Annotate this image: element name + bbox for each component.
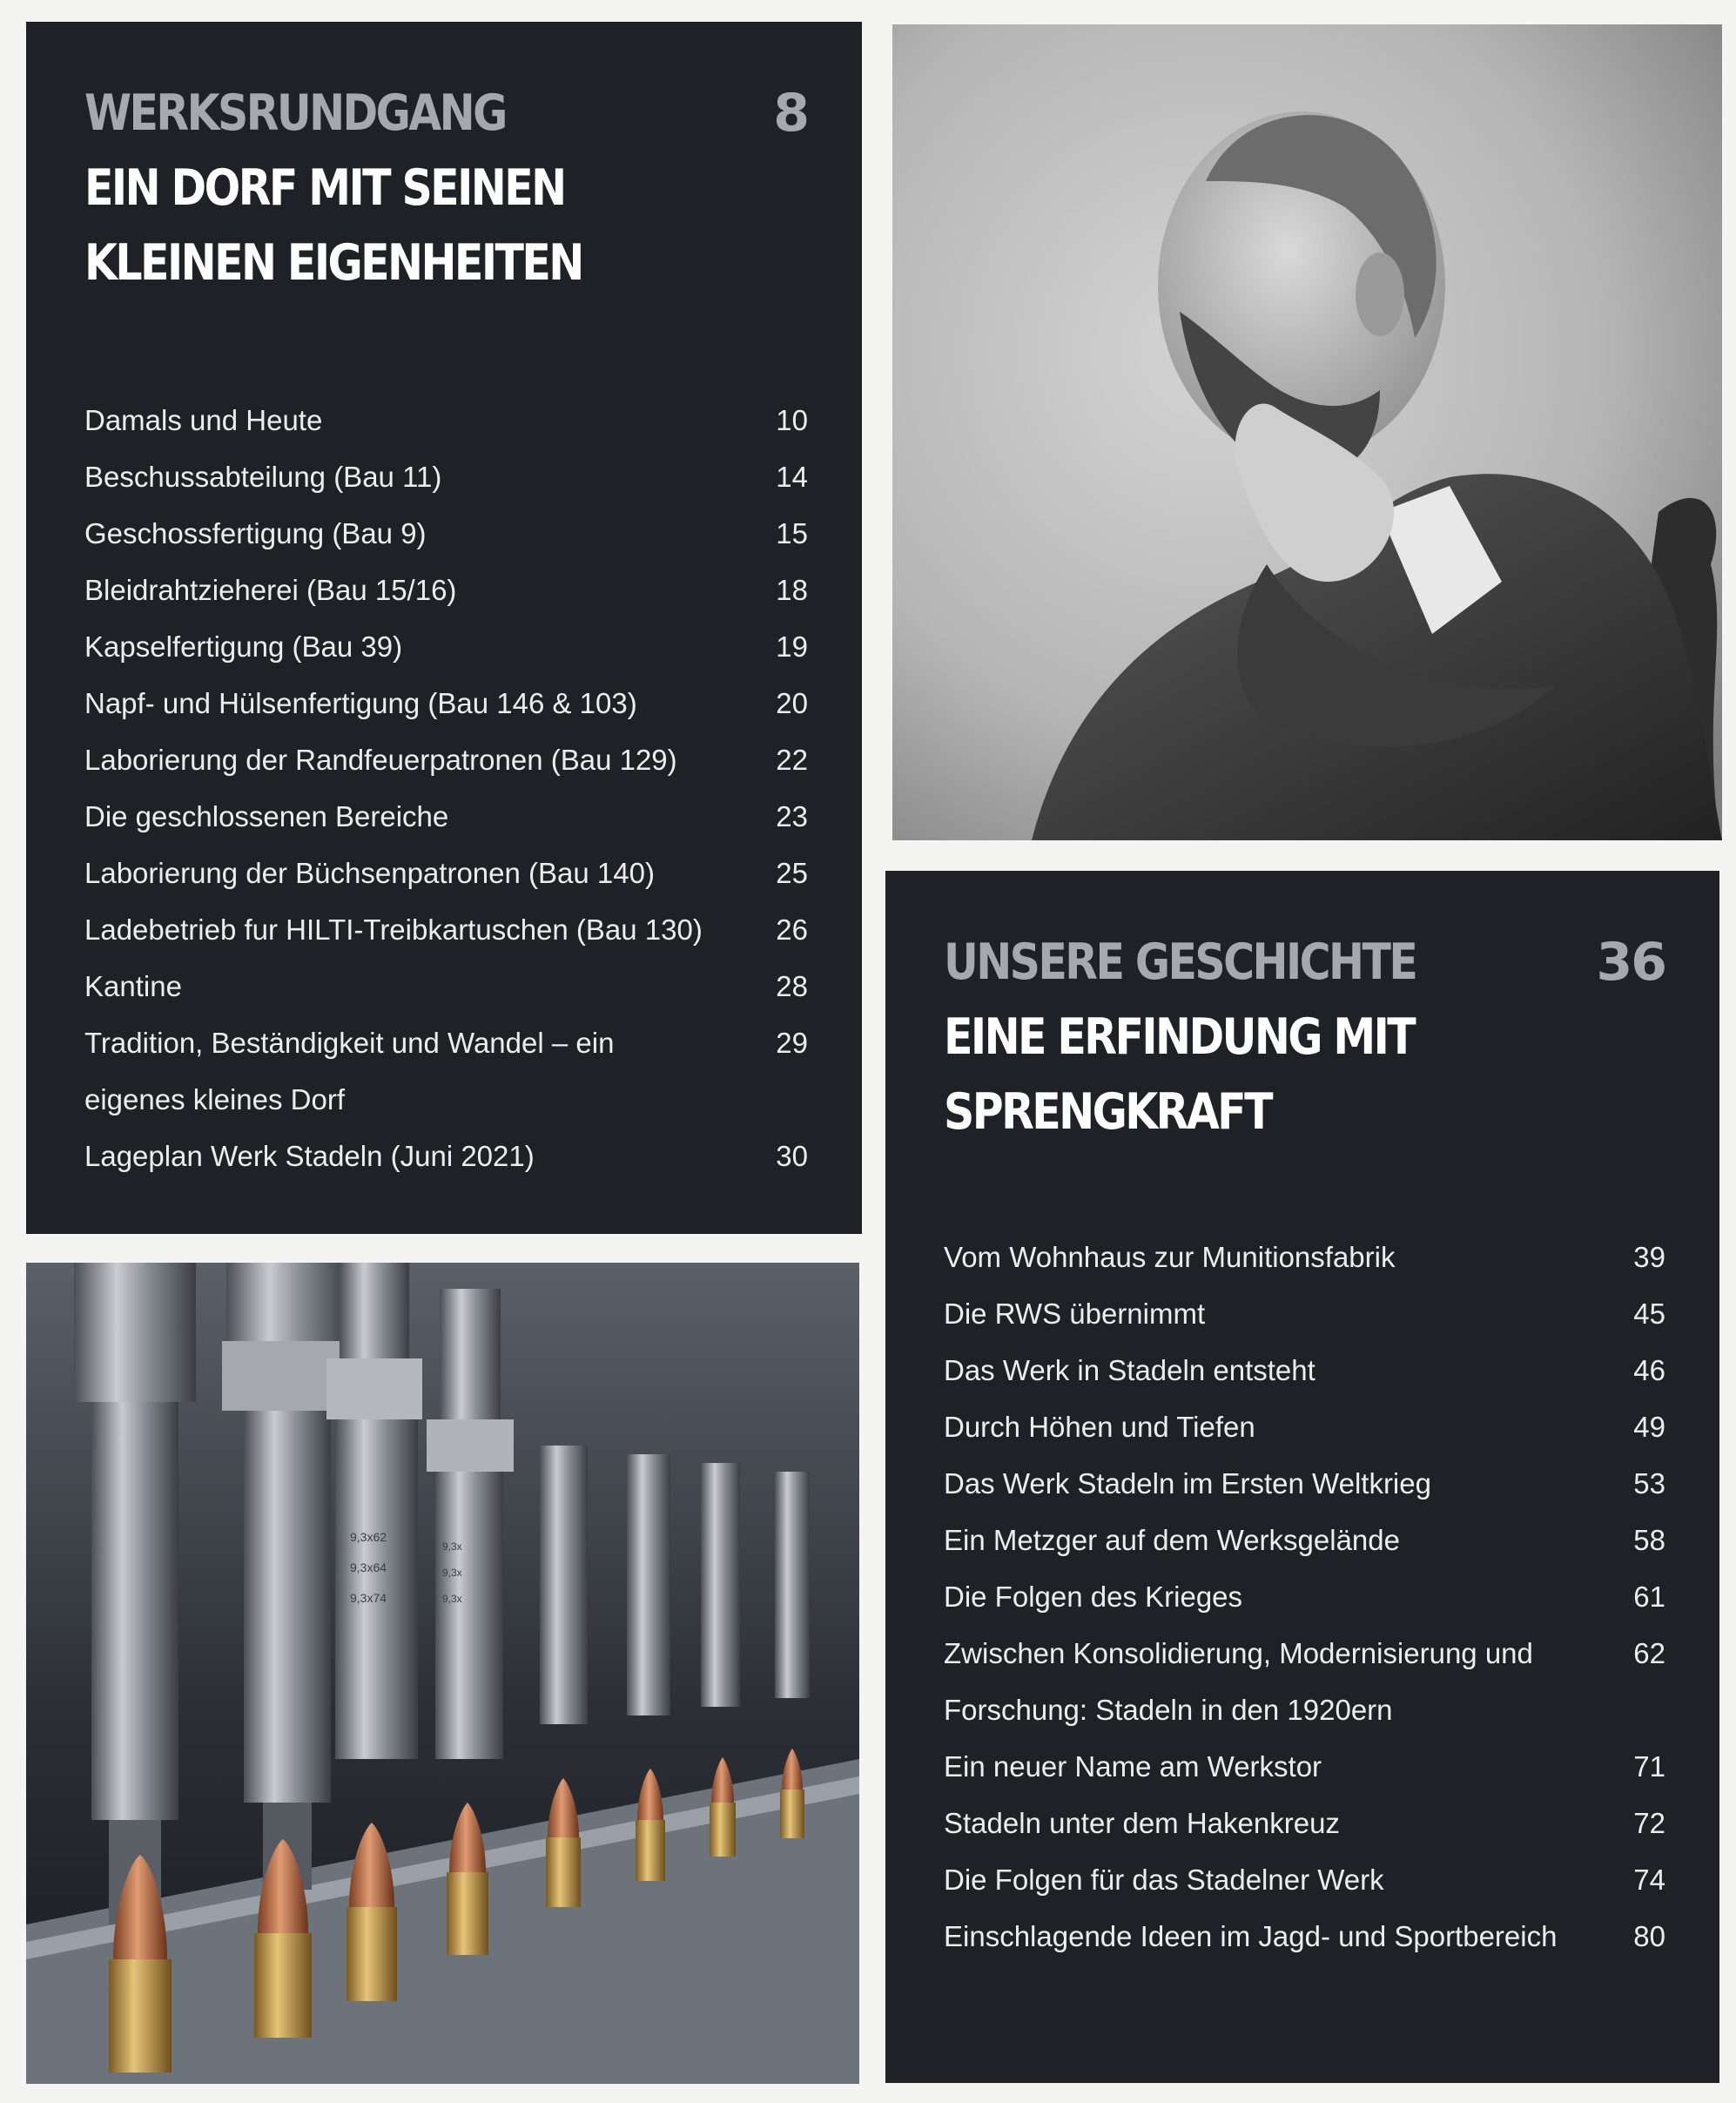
toc-entry-page: 30 bbox=[776, 1140, 808, 1172]
toc-entry[interactable] bbox=[84, 901, 808, 958]
toc-entry-page: 46 bbox=[1633, 1354, 1665, 1386]
toc-entry-page: 61 bbox=[1633, 1581, 1665, 1613]
toc-entry-title: Ein Metzger auf dem Werksgelände bbox=[944, 1524, 1400, 1556]
portrait-photo bbox=[892, 24, 1722, 840]
toc-entry-page: 22 bbox=[776, 744, 808, 776]
toc-entry-title: Lageplan Werk Stadeln (Juni 2021) bbox=[84, 1140, 535, 1172]
toc-entry-title: Tradition, Beständigkeit und Wandel – ein eigenes kleines Dorf bbox=[84, 1027, 615, 1116]
toc-entry[interactable] bbox=[944, 1285, 1665, 1342]
toc-entry-page: 19 bbox=[776, 630, 808, 663]
toc-entry-page: 58 bbox=[1633, 1524, 1665, 1556]
toc-entry-title: Ladebetrieb fur HILTI-Treibkartuschen (Bau 130) bbox=[84, 913, 703, 946]
toc-entry-title: Laborierung der Randfeuerpatronen (Bau 129) bbox=[84, 744, 677, 776]
section-headline-line: SPRENGKRAFT bbox=[944, 1083, 1271, 1141]
toc-entry-title: Stadeln unter dem Hakenkreuz bbox=[944, 1807, 1340, 1839]
caliber-label: 9,3x64 bbox=[350, 1560, 387, 1574]
toc-entry[interactable] bbox=[84, 562, 808, 618]
toc-entry-title: Geschossfertigung (Bau 9) bbox=[84, 517, 427, 549]
toc-entry[interactable] bbox=[944, 1512, 1665, 1568]
toc-entry[interactable] bbox=[84, 392, 808, 448]
toc-entry[interactable] bbox=[944, 1795, 1665, 1851]
toc-entry-title: Kantine bbox=[84, 970, 182, 1002]
toc-panel-geschichte bbox=[885, 871, 1719, 2083]
toc-entry[interactable] bbox=[84, 731, 808, 788]
section-page-number: 8 bbox=[773, 83, 808, 144]
toc-entry[interactable] bbox=[944, 1738, 1665, 1795]
toc-entry-page: 45 bbox=[1633, 1298, 1665, 1330]
toc-entry-title: Zwischen Konsolidierung, Modernisierung und Forschung: Stadeln in den 1920ern bbox=[944, 1637, 1533, 1726]
section-header bbox=[944, 925, 1665, 1149]
toc-entry-page: 25 bbox=[776, 857, 808, 889]
caliber-label: 9,3x bbox=[442, 1540, 462, 1553]
toc-entry[interactable] bbox=[84, 1014, 808, 1128]
toc-entry-page: 20 bbox=[776, 687, 808, 719]
toc-entry[interactable] bbox=[84, 675, 808, 731]
toc-entry-title: Bleidrahtzieherei (Bau 15/16) bbox=[84, 574, 457, 606]
toc-entry-title: Vom Wohnhaus zur Munitionsfabrik bbox=[944, 1241, 1396, 1273]
toc-entry-page: 62 bbox=[1633, 1637, 1665, 1669]
toc-entry-title: Ein neuer Name am Werkstor bbox=[944, 1750, 1322, 1783]
section-kicker: WERKSRUNDGANG bbox=[84, 84, 506, 142]
toc-entry-title: Einschlagende Ideen im Jagd- und Sportbereich bbox=[944, 1920, 1558, 1952]
section-kicker: UNSERE GESCHICHTE bbox=[944, 934, 1416, 991]
cartridge-machine-illustration bbox=[26, 1263, 859, 2084]
section-page-number: 36 bbox=[1596, 932, 1665, 993]
toc-entry-title: Die Folgen des Krieges bbox=[944, 1581, 1243, 1613]
caliber-label: 9,3x bbox=[442, 1593, 462, 1605]
toc-list bbox=[84, 392, 808, 1184]
caliber-label: 9,3x bbox=[442, 1567, 462, 1579]
toc-entry-page: 28 bbox=[776, 970, 808, 1002]
toc-entry[interactable] bbox=[944, 1455, 1665, 1512]
toc-entry-page: 80 bbox=[1633, 1920, 1665, 1952]
toc-entry-title: Damals und Heute bbox=[84, 404, 323, 436]
toc-entry[interactable] bbox=[84, 618, 808, 675]
toc-entry-title: Beschussabteilung (Bau 11) bbox=[84, 461, 442, 493]
caliber-label: 9,3x62 bbox=[350, 1530, 387, 1544]
toc-entry-page: 29 bbox=[776, 1027, 808, 1059]
toc-entry-title: Die Folgen für das Stadelner Werk bbox=[944, 1864, 1384, 1896]
toc-entry[interactable] bbox=[84, 448, 808, 505]
toc-entry[interactable] bbox=[944, 1229, 1665, 1285]
toc-entry[interactable] bbox=[944, 1625, 1665, 1738]
toc-entry-title: Die geschlossenen Bereiche bbox=[84, 800, 449, 832]
section-header bbox=[84, 76, 808, 300]
toc-entry-page: 49 bbox=[1633, 1411, 1665, 1443]
toc-entry[interactable] bbox=[84, 1128, 808, 1184]
toc-entry-page: 15 bbox=[776, 517, 808, 549]
toc-entry[interactable] bbox=[84, 505, 808, 562]
toc-list bbox=[944, 1229, 1665, 1965]
toc-entry[interactable] bbox=[84, 788, 808, 845]
toc-entry-page: 23 bbox=[776, 800, 808, 832]
toc-entry-title: Die RWS übernimmt bbox=[944, 1298, 1206, 1330]
caliber-label: 9,3x74 bbox=[350, 1591, 387, 1605]
toc-entry-page: 74 bbox=[1633, 1864, 1665, 1896]
toc-entry[interactable] bbox=[944, 1908, 1665, 1965]
section-headline-line: EINE ERFINDUNG MIT bbox=[944, 1008, 1415, 1066]
toc-entry-title: Laborierung der Büchsenpatronen (Bau 140) bbox=[84, 857, 655, 889]
toc-entry-title: Durch Höhen und Tiefen bbox=[944, 1411, 1255, 1443]
toc-entry[interactable] bbox=[84, 958, 808, 1014]
section-headline-line: EIN DORF MIT SEINEN bbox=[84, 159, 565, 217]
toc-entry-page: 18 bbox=[776, 574, 808, 606]
toc-entry[interactable] bbox=[944, 1342, 1665, 1399]
cartridge-machine-photo bbox=[26, 1263, 859, 2084]
toc-entry-title: Napf- und Hülsenfertigung (Bau 146 & 103) bbox=[84, 687, 637, 719]
toc-entry[interactable] bbox=[84, 845, 808, 901]
toc-entry-page: 10 bbox=[776, 404, 808, 436]
toc-entry-page: 39 bbox=[1633, 1241, 1665, 1273]
toc-entry-page: 26 bbox=[776, 913, 808, 946]
toc-entry[interactable] bbox=[944, 1399, 1665, 1455]
toc-entry-page: 72 bbox=[1633, 1807, 1665, 1839]
portrait-illustration bbox=[892, 24, 1722, 840]
toc-entry-title: Das Werk in Stadeln entsteht bbox=[944, 1354, 1315, 1386]
section-headline-line: KLEINEN EIGENHEITEN bbox=[84, 234, 582, 292]
toc-entry-title: Kapselfertigung (Bau 39) bbox=[84, 630, 403, 663]
toc-entry-page: 53 bbox=[1633, 1467, 1665, 1500]
toc-entry-page: 14 bbox=[776, 461, 808, 493]
toc-entry[interactable] bbox=[944, 1851, 1665, 1908]
toc-entry-page: 71 bbox=[1633, 1750, 1665, 1783]
toc-entry-title: Das Werk Stadeln im Ersten Weltkrieg bbox=[944, 1467, 1431, 1500]
toc-panel-werksrundgang bbox=[26, 22, 862, 1234]
toc-entry[interactable] bbox=[944, 1568, 1665, 1625]
